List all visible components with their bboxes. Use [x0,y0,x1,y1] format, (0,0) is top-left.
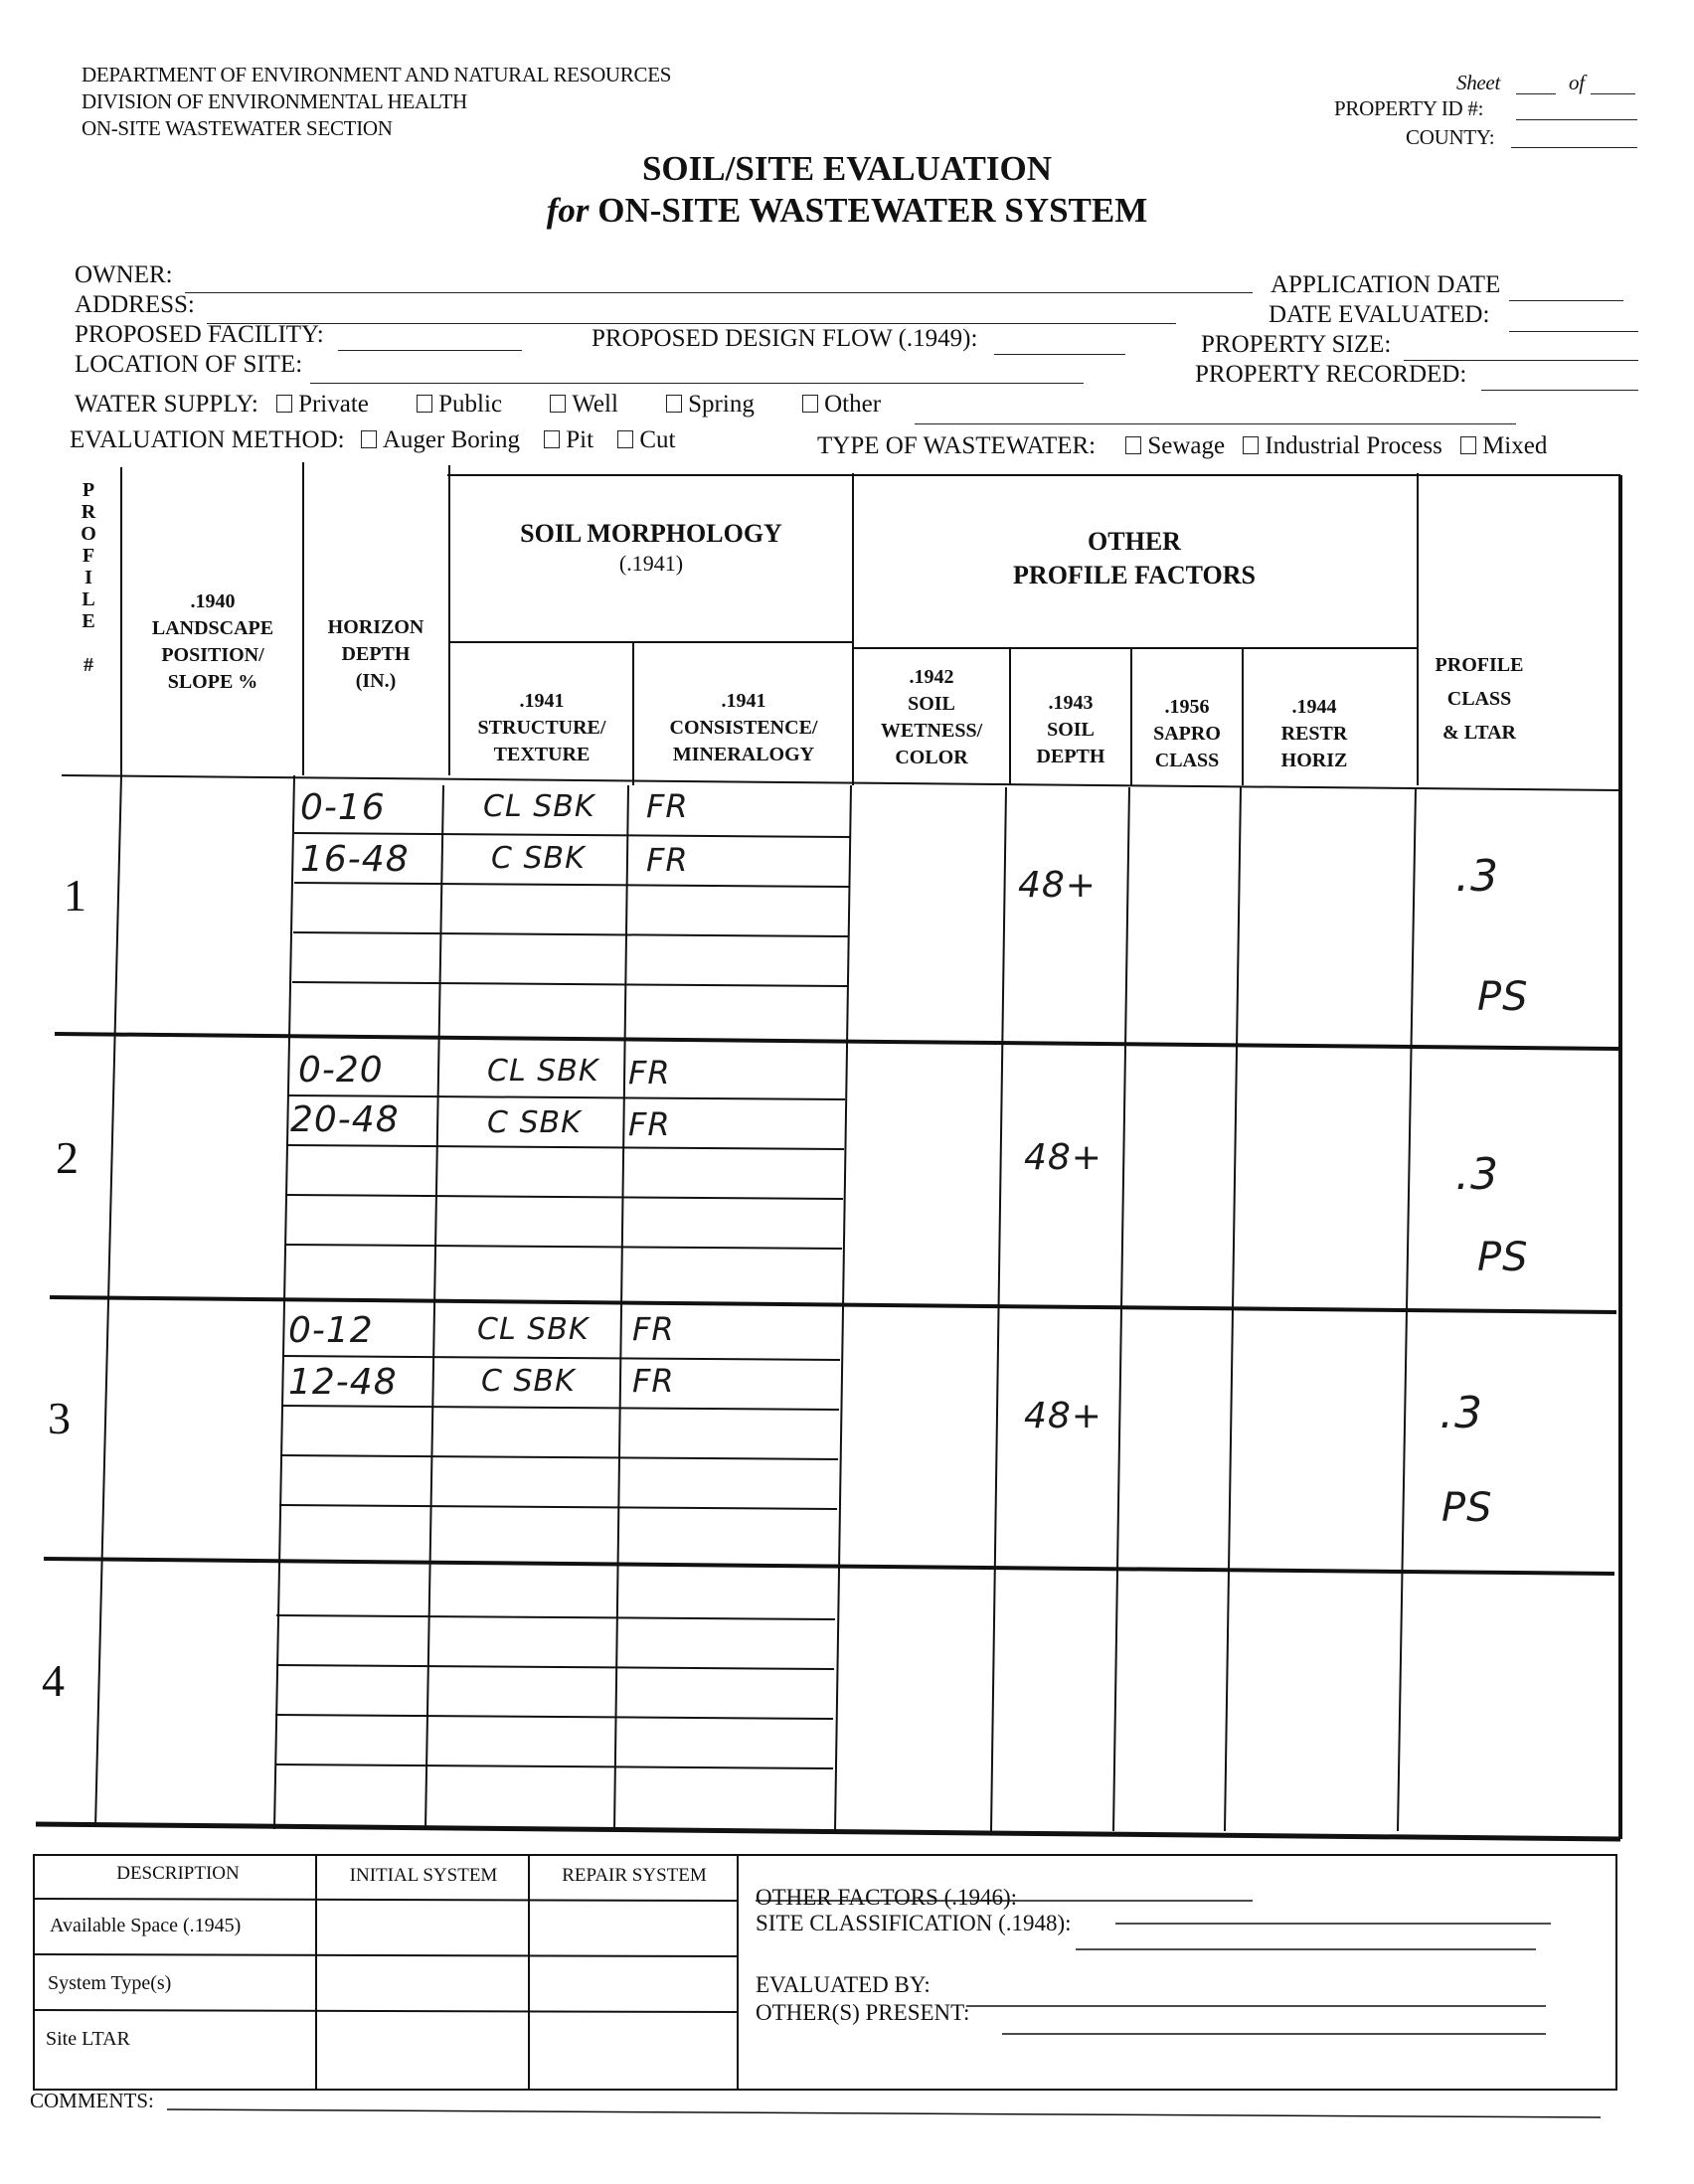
structure-h0: .1941 [519,690,565,712]
p2-class[interactable]: PS [1477,1235,1529,1280]
profile-number-4: 4 [42,1655,65,1706]
horizon-h1: DEPTH [341,643,411,665]
date-evaluated-label: DATE EVALUATED: [1269,301,1490,328]
p2-consistence-2[interactable]: FR [628,1105,671,1143]
property-id-label: PROPERTY ID #: [1334,96,1484,120]
wetness-h2: WETNESS/ [880,720,983,742]
profile-class-h1: CLASS [1446,688,1512,710]
p3-consistence-1[interactable]: FR [632,1310,675,1348]
sheet-label: Sheet [1456,71,1500,94]
consistence-h2: MINERALOGY [672,744,815,765]
restr-header [1245,694,1384,774]
evaluated-by-field[interactable] [966,1974,1546,2004]
profile-letter: L [82,588,95,610]
p1-structure-2[interactable]: C SBK [491,841,586,876]
wetness-h1: SOIL [908,693,955,715]
evaluated-by-label: EVALUATED BY: [756,1972,931,1997]
site-classification-label: SITE CLASSIFICATION (.1948): [756,1911,1072,1935]
water-supply-label: WATER SUPPLY: [75,391,258,418]
wastewater-type-label: TYPE OF WASTEWATER: [817,432,1097,459]
profile-letter: R [81,501,96,523]
page-title: SOIL/SITE EVALUATION [641,149,1053,188]
subtitle-prefix: for [546,191,590,230]
wetness-h0: .1942 [909,666,954,688]
property-size-label: PROPERTY SIZE: [1201,331,1392,358]
ws-spring-label: Spring [688,391,755,418]
landscape-h0: .1940 [190,590,236,612]
p2-ltar[interactable]: .3 [1455,1149,1499,1200]
landscape-header [127,588,298,696]
division-name: DIVISION OF ENVIRONMENTAL HEALTH [82,89,467,113]
address-label: ADDRESS: [75,291,195,318]
p1-horizon-2[interactable]: 16-48 [300,839,410,880]
p3-structure-2[interactable]: C SBK [481,1364,576,1399]
structure-header [452,688,631,768]
p2-horizon-1[interactable]: 0-20 [298,1050,384,1091]
p2-structure-2[interactable]: C SBK [487,1105,582,1140]
wt-mixed-label: Mixed [1482,432,1548,459]
comments-field[interactable] [167,2088,1599,2115]
profile-letter: O [81,523,96,545]
p3-horizon-2[interactable]: 12-48 [288,1362,398,1403]
p1-consistence-1[interactable]: FR [646,787,689,825]
profile-class-header [1424,648,1535,750]
soil-depth-h0: .1943 [1048,692,1094,714]
soil-morph-title: SOIL MORPHOLOGY [520,519,782,548]
restr-h1: RESTR [1280,723,1348,745]
profile-number-2: 2 [56,1132,79,1183]
design-flow-label: PROPOSED DESIGN FLOW (.1949): [592,325,978,352]
p1-horizon-1[interactable]: 0-16 [300,787,386,828]
landscape-h3: SLOPE % [167,671,258,693]
p3-ltar[interactable]: .3 [1440,1388,1483,1438]
property-recorded-label: PROPERTY RECORDED: [1195,361,1467,388]
horizon-h0: HORIZON [327,616,424,638]
em-cut-label: Cut [639,426,676,453]
restr-h2: HORIZ [1280,750,1348,771]
em-pit-label: Pit [566,426,594,453]
bottom-row-available-space: Available Space (.1945) [50,1915,242,1936]
p2-structure-1[interactable]: CL SBK [487,1054,599,1089]
soil-depth-header [1012,690,1129,770]
dept-name: DEPARTMENT OF ENVIRONMENT AND NATURAL RESOURCES [82,63,672,86]
sapro-h0: .1956 [1164,696,1210,718]
p2-consistence-1[interactable]: FR [628,1054,671,1092]
other-factors-h0: OTHER [1088,527,1181,556]
bottom-initial-header: INITIAL SYSTEM [349,1865,498,1886]
subtitle-text: ON-SITE WASTEWATER SYSTEM [597,191,1148,230]
horizon-header [306,614,445,695]
bottom-desc-header: DESCRIPTION [116,1863,240,1884]
consistence-h1: CONSISTENCE/ [669,717,818,739]
wetness-header [855,664,1008,771]
horizon-h2: (IN.) [355,670,397,692]
ws-private-label: Private [298,391,369,418]
profile-header [78,479,99,676]
ws-public-label: Public [438,391,503,418]
p3-structure-1[interactable]: CL SBK [477,1312,590,1347]
p1-class[interactable]: PS [1477,974,1529,1020]
other-factors-header [855,525,1414,592]
profile-letter: F [82,545,95,567]
spacer [78,632,99,654]
structure-h2: TEXTURE [493,744,591,765]
location-label: LOCATION OF SITE: [75,351,303,378]
bottom-row-system-types: System Type(s) [48,1972,172,1994]
profile-class-h2: & LTAR [1442,722,1516,744]
p3-consistence-2[interactable]: FR [632,1362,675,1400]
site-classification-field[interactable] [1115,1913,1553,1942]
landscape-h1: LANDSCAPE [151,617,274,639]
consistence-header [636,688,851,768]
application-date-label: APPLICATION DATE [1270,271,1501,298]
profile-letter: E [82,610,95,632]
others-present-field[interactable] [1002,2002,1546,2032]
bottom-row-site-ltar: Site LTAR [46,2028,130,2050]
p3-class[interactable]: PS [1441,1485,1493,1531]
restr-h0: .1944 [1291,696,1337,718]
other-factors-h1: PROFILE FACTORS [1013,561,1256,589]
profile-class-h0: PROFILE [1435,654,1524,676]
soil-depth-h2: DEPTH [1036,746,1105,767]
wt-sewage-label: Sewage [1147,432,1226,459]
p2-horizon-2[interactable]: 20-48 [290,1099,400,1140]
other-factors-label: OTHER FACTORS (.1946): [756,1885,1018,1910]
p3-horizon-1[interactable]: 0-12 [288,1310,374,1351]
proposed-facility-label: PROPOSED FACILITY: [75,321,324,348]
p1-structure-1[interactable]: CL SBK [483,789,595,824]
others-present-label: OTHER(S) PRESENT: [756,2000,970,2025]
soil-morph-code: (.1941) [618,551,684,576]
of-label: of [1569,71,1585,94]
bottom-repair-header: REPAIR SYSTEM [562,1865,707,1886]
p2-soil-depth[interactable]: 48+ [1024,1137,1102,1178]
county-label: COUNTY: [1406,125,1495,149]
ws-other-label: Other [824,391,882,418]
profile-letter: I [85,567,92,588]
soil-morphology-header [452,517,850,577]
soil-depth-h1: SOIL [1047,719,1095,741]
owner-label: OWNER: [75,261,173,288]
p3-soil-depth[interactable]: 48+ [1024,1396,1102,1436]
profile-number-1: 1 [64,870,86,921]
profile-number-sign: # [84,654,93,676]
wetness-h3: COLOR [895,747,968,768]
consistence-h0: .1941 [721,690,766,712]
structure-h1: STRUCTURE/ [477,717,606,739]
p1-consistence-2[interactable]: FR [646,841,689,879]
evaluation-method-label: EVALUATION METHOD: [70,426,345,453]
profile-letter: P [82,479,95,501]
p1-ltar[interactable]: .3 [1455,851,1499,902]
ws-well-label: Well [572,391,618,418]
sapro-h2: CLASS [1154,750,1220,771]
p1-soil-depth[interactable]: 48+ [1018,865,1097,906]
sapro-header [1133,694,1241,774]
comments-label: COMMENTS: [30,2089,154,2112]
profile-number-3: 3 [48,1393,71,1443]
wt-industrial-label: Industrial Process [1265,432,1442,459]
em-auger-label: Auger Boring [382,426,521,453]
section-name: ON-SITE WASTEWATER SECTION [82,116,393,140]
landscape-h2: POSITION/ [161,644,264,666]
sapro-h1: SAPRO [1153,723,1221,745]
